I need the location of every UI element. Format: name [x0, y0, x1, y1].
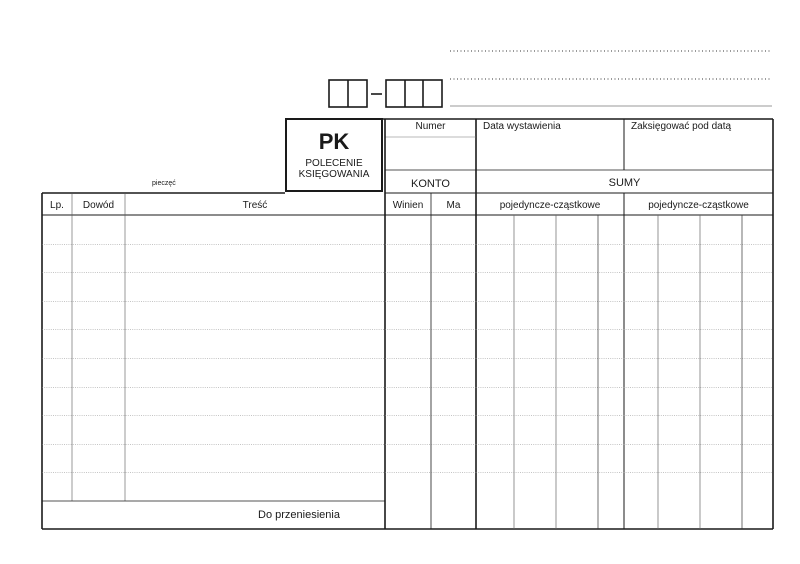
number-boxes [329, 80, 442, 107]
col-header-content: Treść [242, 200, 268, 211]
pk-title-box [285, 118, 383, 192]
number-box-right [386, 80, 442, 107]
form-title-line1: POLECENIE [305, 158, 363, 169]
post-date-label: Zaksięgować pod datą [631, 121, 732, 132]
account-label: KONTO [411, 178, 450, 190]
col-header-sum-right: pojedyncze-cząstkowe [648, 200, 749, 211]
carry-forward-label: Do przeniesienia [258, 509, 340, 521]
sums-label: SUMY [608, 177, 641, 189]
col-header-document: Dowód [82, 200, 115, 211]
stamp-label: pieczęć [152, 180, 176, 187]
col-header-debit: Winien [392, 200, 424, 211]
form-code: PK [318, 129, 350, 154]
sum-subcolumn-lines [514, 215, 742, 529]
form-title-line2: KSIĘGOWANIA [298, 169, 370, 180]
number-label: Numer [415, 121, 446, 132]
issue-date-label: Data wystawienia [483, 121, 561, 132]
col-header-credit: Ma [446, 200, 461, 211]
table-row-lines [42, 245, 773, 473]
col-header-sum-left: pojedyncze-cząstkowe [499, 200, 601, 211]
col-header-lp: Lp. [50, 200, 64, 211]
